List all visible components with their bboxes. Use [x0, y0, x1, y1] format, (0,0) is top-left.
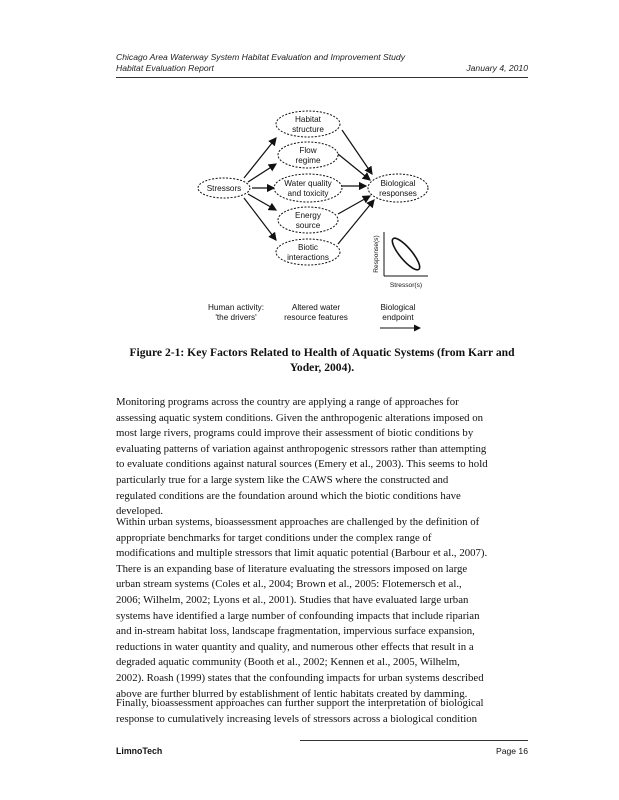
biological-endpoint-label1: Biological	[380, 303, 416, 312]
arrow-stressors-biotic	[244, 198, 276, 240]
footer-company: LimnoTech	[116, 746, 163, 756]
caption-line1: Figure 2-1: Key Factors Related to Health of Aquatic Systems (from Karr and	[129, 346, 515, 359]
text-line: Monitoring programs across the country are applying a range of approaches for	[116, 396, 459, 408]
footer-page-number: Page 16	[495, 746, 528, 756]
text-line: most large rivers, programs could improve their assessment of biotic conditions by	[116, 427, 474, 440]
biological-endpoint-label2: endpoint	[382, 313, 414, 322]
bio-label-line2: responses	[379, 189, 417, 198]
stressors-label: Stressors	[206, 184, 242, 193]
habitat-label-line2: structure	[292, 125, 324, 134]
response-inset-plot	[373, 232, 428, 289]
text-line: particularly true for a large system like the CAWS where the constructed and	[116, 473, 449, 486]
inset-x-label: Stressor(s)	[389, 282, 423, 289]
text-line: response to cumulatively increasing levels of stressors across a biological condition	[116, 712, 478, 725]
paragraph-urban-systems	[116, 515, 528, 702]
header-report-title: Habitat Evaluation Report	[116, 63, 214, 73]
header-divider	[116, 77, 528, 78]
caption-line2: Yoder, 2004).	[289, 361, 355, 374]
resource-features-label: resource features	[284, 313, 348, 322]
flow-label-line1: Flow	[299, 146, 317, 155]
water-label-line2: and toxicity	[287, 189, 329, 198]
text-line: assessing aquatic system conditions. Given the anthropogenic alterations imposed on	[116, 411, 484, 424]
text-line: modifications and multiple stressors that limit aquatic potential (Barbour et al., 2007).	[116, 547, 488, 560]
arrow-flow-bio	[338, 154, 370, 180]
text-line: Within urban systems, bioassessment approaches are challenged by the definition of	[116, 516, 480, 528]
arrow-stressors-energy	[248, 194, 276, 210]
text-line: to evaluate conditions against natural sources (Emery et al., 2003). This seems to hold	[116, 458, 488, 471]
running-header	[116, 52, 528, 74]
text-line: and in-stream habitat loss, landscape fragmentation, impervious surface expansion,	[116, 625, 475, 638]
text-line: evaluating patterns of variation against anthropogenic stressors rather than attempting	[116, 442, 487, 455]
altered-water-label: Altered water	[291, 303, 341, 312]
text-line: Finally, bioassessment approaches can further support the interpretation of biological	[116, 697, 484, 709]
energy-label-line2: source	[295, 221, 321, 230]
inset-response-ellipse	[389, 235, 424, 273]
arrow-habitat-bio	[342, 130, 372, 174]
header-study-title: Chicago Area Waterway System Habitat Evaluation and Improvement Study	[116, 52, 405, 62]
text-line: 2006; Wilhelm, 2002; Lyons et al., 2001). Studies that have evaluated large urban	[116, 593, 469, 606]
aquatic-health-diagram	[196, 104, 436, 334]
footer-divider	[300, 740, 528, 741]
paragraph-monitoring	[116, 395, 528, 520]
text-line: reductions in water quantity and quality, and numerous other effects that result in a	[116, 640, 474, 653]
habitat-label-line1: Habitat	[295, 115, 321, 124]
biotic-label-line2: interactions	[287, 253, 329, 262]
text-line: degraded aquatic community (Booth et al., 2002; Kennen et al., 2005, Wilhelm,	[116, 656, 460, 669]
text-line: There is an expanding base of literature evaluating the stressors imposed on large	[116, 562, 468, 575]
arrow-stressors-habitat	[244, 138, 276, 178]
arrow-biotic-bio	[338, 200, 374, 244]
flow-label-line2: regime	[295, 156, 321, 165]
drivers-label: 'the drivers'	[215, 313, 257, 322]
figure-caption	[116, 345, 528, 375]
text-line: 2002). Roash (1999) states that the confounding impacts for urban systems described	[116, 671, 484, 684]
header-date: January 4, 2010	[466, 63, 528, 73]
arrow-stressors-flow	[248, 164, 276, 182]
human-activity-label: Human activity:	[208, 303, 264, 312]
inset-y-label: Response(s)	[373, 235, 380, 273]
paragraph-finally	[116, 696, 528, 727]
water-label-line1: Water quality	[284, 179, 332, 188]
biotic-label-line1: Biotic	[297, 243, 319, 252]
text-line: systems have identified a large number of confounding impacts that include riparian	[116, 609, 480, 622]
text-line: appropriate benchmarks for target conditions under the complex range of	[116, 531, 432, 544]
text-line: developed.	[116, 505, 164, 518]
text-line: urban stream systems (Coles et al., 2004; Brown et al., 2005: Flotemersch et al.,	[116, 578, 462, 591]
text-line: regulated conditions are the foundation around which the biotic conditions have	[116, 489, 461, 502]
bio-label-line1: Biological	[380, 179, 416, 188]
text-line: above are further blurred by establishment of lentic habitats created by damming.	[116, 687, 468, 700]
energy-label-line1: Energy	[295, 211, 321, 220]
